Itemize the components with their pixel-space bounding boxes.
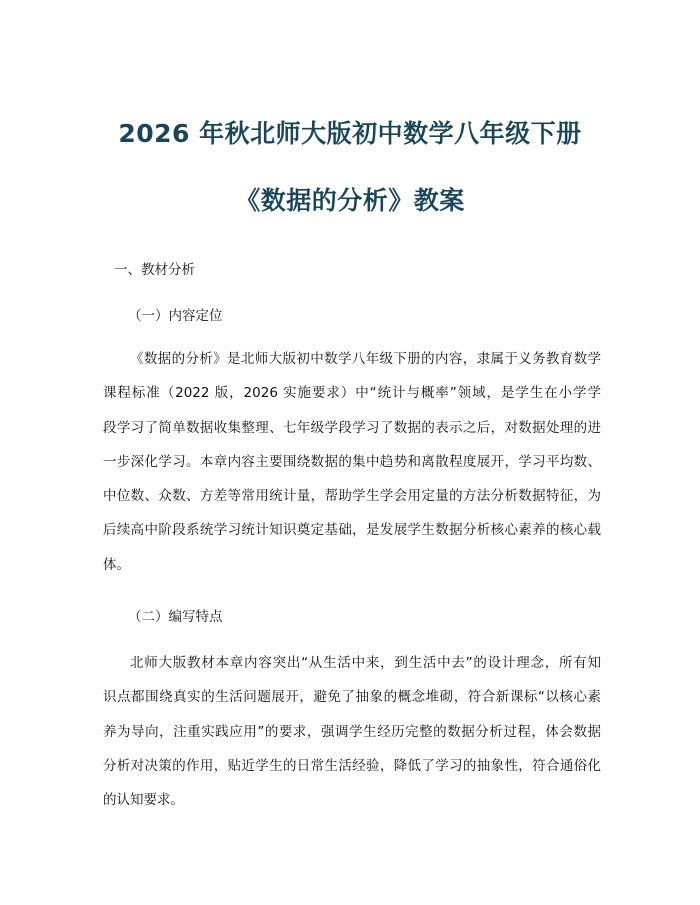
- paragraph-line: 《数据的分析》是北师大版初中数学八年级下册的内容，隶属于义务教育数学: [130, 351, 601, 367]
- paragraph-line: 一步深化学习。本章内容主要围绕数据的集中趋势和离散程度展开，学习平均数、: [103, 453, 601, 470]
- paragraph-content-positioning: [103, 342, 601, 582]
- paragraph-line: 养为导向，注重实践应用”的要求，强调学生经历完整的数据分析过程，体会数据: [103, 723, 601, 740]
- paragraph-line: 识点都围绕真实的生活问题展开，避免了抽象的概念堆砌，符合新课标“以核心素: [103, 689, 601, 706]
- paragraph-line: 北师大版教材本章内容突出“从生活中来，到生活中去”的设计理念，所有知: [130, 655, 601, 671]
- section-heading-textbook-analysis: 一、教材分析: [114, 262, 195, 278]
- paragraph-line: 分析对决策的作用，贴近学生的日常生活经验，降低了学习的抽象性，符合通俗化: [103, 757, 601, 774]
- subsection-heading-writing-features: （二）编写特点: [128, 609, 223, 625]
- paragraph-line: 课程标准（2022 版，2026 实施要求）中“统计与概率”领域，是学生在小学学: [103, 385, 601, 402]
- paragraph-line: 中位数、众数、方差等常用统计量，帮助学生学会用定量的方法分析数据特征，为: [103, 488, 601, 505]
- subsection-heading-content-positioning: （一）内容定位: [128, 308, 223, 324]
- paragraph-line: 后续高中阶段系统学习统计知识奠定基础，是发展学生数据分析核心素养的核心载: [103, 522, 601, 539]
- paragraph-writing-features: [103, 646, 601, 817]
- paragraph-line: 段学习了简单数据收集整理、七年级学段学习了数据的表示之后，对数据处理的进: [103, 419, 601, 436]
- document-title-line-2: 《数据的分析》教案: [235, 186, 465, 215]
- paragraph-line: 体。: [103, 556, 130, 573]
- document-title-line-1: 2026 年秋北师大版初中数学八年级下册: [118, 119, 582, 148]
- paragraph-line: 的认知要求。: [103, 792, 184, 809]
